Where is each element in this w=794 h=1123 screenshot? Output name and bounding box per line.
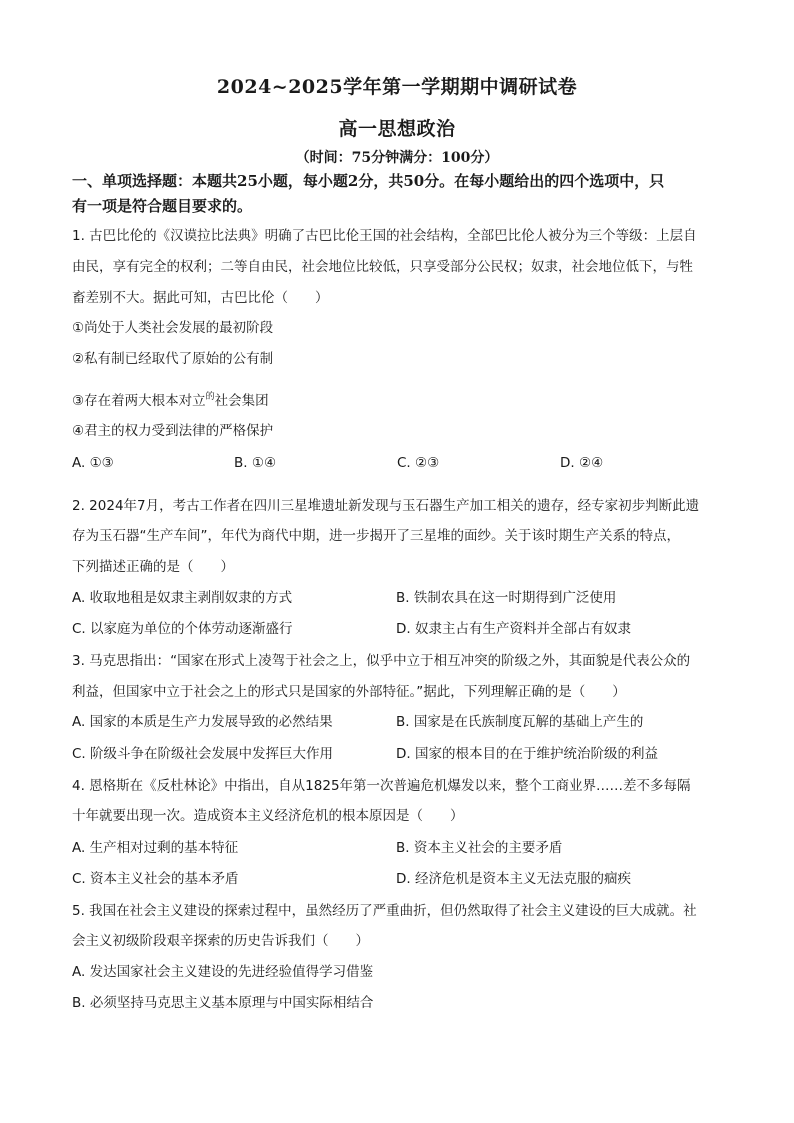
- q4-option-d[interactable]: D. 经济危机是资本主义无法克服的痼疾: [396, 871, 631, 887]
- q1-statement-4: ④君主的权力受到法律的严格保护: [72, 423, 274, 439]
- q3-options-row1: [72, 712, 722, 732]
- q1-stem-line1: 1. 古巴比伦的《汉谟拉比法典》明确了古巴比伦王国的社会结构，全部巴比伦人被分为三个等级：上层自: [72, 228, 697, 244]
- q2-stem-line2: 存为玉石器“生产车间”，年代为商代中期，进一步揭开了三星堆的面纱。关于该时期生产关系的特点，: [72, 528, 680, 544]
- q1-statement-3-part2: 社会集团: [214, 393, 269, 409]
- q3-stem-line2: 利益，但国家中立于社会之上的形式只是国家的外部特征。”据此，下列理解正确的是（ ）: [72, 684, 626, 700]
- q4-options-row1: [72, 838, 722, 858]
- q3-option-a[interactable]: A. 国家的本质是生产力发展导致的必然结果: [72, 714, 333, 730]
- q2-stem-line3: 下列描述正确的是（ ）: [72, 559, 234, 575]
- q1-options: [72, 453, 722, 473]
- q1-option-c[interactable]: C. ②③: [397, 455, 440, 471]
- q4-option-b[interactable]: B. 资本主义社会的主要矛盾: [396, 840, 563, 856]
- q2-option-c[interactable]: C. 以家庭为单位的个体劳动逐渐盛行: [72, 621, 293, 637]
- q1-statement-3-sup: 的: [205, 392, 215, 402]
- section-heading-line2: 有一项是符合题目要求的。: [72, 197, 253, 215]
- q1-option-b[interactable]: B. ①④: [234, 455, 277, 471]
- q1-option-a[interactable]: A. ①③: [72, 455, 114, 471]
- q2-stem-line1: 2. 2024年7月，考古工作者在四川三星堆遗址新发现与玉石器生产加工相关的遗存，经专家初步判断此遗: [72, 498, 700, 514]
- q5-option-a[interactable]: A. 发达国家社会主义建设的先进经验值得学习借鉴: [72, 964, 374, 980]
- exam-time-note: （时间：75分钟满分：100分）: [295, 150, 499, 166]
- q1-statement-2: ②私有制已经取代了原始的公有制: [72, 351, 274, 367]
- q1-option-d[interactable]: D. ②④: [560, 455, 604, 471]
- exam-title: 2024~2025学年第一学期期中调研试卷: [216, 76, 578, 98]
- q1-statement-3-part1: ③存在着两大根本对立: [72, 393, 206, 409]
- q1-stem-line3: 畜差别不大。据此可知，古巴比伦（ ）: [72, 290, 329, 306]
- q3-stem-line1: 3. 马克思指出：“国家在形式上凌驾于社会之上，似乎中立于相互冲突的阶级之外，其面貌是代表公众的: [72, 653, 691, 669]
- q5-option-b[interactable]: B. 必须坚持马克思主义基本原理与中国实际相结合: [72, 995, 374, 1011]
- q2-option-a[interactable]: A. 收取地租是奴隶主剥削奴隶的方式: [72, 590, 293, 606]
- q5-stem-line1: 5. 我国在社会主义建设的探索过程中，虽然经历了严重曲折，但仍然取得了社会主义建设的巨大成就。社: [72, 903, 697, 919]
- q4-option-c[interactable]: C. 资本主义社会的基本矛盾: [72, 871, 239, 887]
- q1-stem-line2: 由民，享有完全的权利；二等自由民，社会地位比较低，只享受部分公民权；奴隶，社会地位低下，与牲: [72, 259, 693, 275]
- q1-statement-1: ①尚处于人类社会发展的最初阶段: [72, 320, 274, 336]
- q4-stem-line1: 4. 恩格斯在《反杜林论》中指出，自从1825年第一次普遍危机爆发以来，整个工商业界……差不多每隔: [72, 778, 691, 794]
- q3-option-c[interactable]: C. 阶级斗争在阶级社会发展中发挥巨大作用: [72, 746, 334, 762]
- q2-options-row1: [72, 588, 722, 608]
- q4-stem-line2: 十年就要出现一次。造成资本主义经济危机的根本原因是（ ）: [72, 808, 464, 824]
- q2-option-d[interactable]: D. 奴隶主占有生产资料并全部占有奴隶: [396, 621, 631, 637]
- q2-option-b[interactable]: B. 铁制农具在这一时期得到广泛使用: [396, 590, 617, 606]
- q3-option-b[interactable]: B. 国家是在氏族制度瓦解的基础上产生的: [396, 714, 644, 730]
- q4-options-row2: [72, 869, 722, 889]
- q3-option-d[interactable]: D. 国家的根本目的在于维护统治阶级的利益: [396, 746, 658, 762]
- q4-option-a[interactable]: A. 生产相对过剩的基本特征: [72, 840, 239, 856]
- exam-subject: 高一思想政治: [338, 118, 456, 140]
- q5-stem-line2: 会主义初级阶段艰辛探索的历史告诉我们（ ）: [72, 933, 369, 949]
- q3-options-row2: [72, 744, 722, 764]
- q1-statement-3: [72, 387, 722, 411]
- section-heading-line1: 一、单项选择题：本题共25小题，每小题2分，共50分。在每小题给出的四个选项中，只: [72, 172, 665, 190]
- q2-options-row2: [72, 619, 722, 639]
